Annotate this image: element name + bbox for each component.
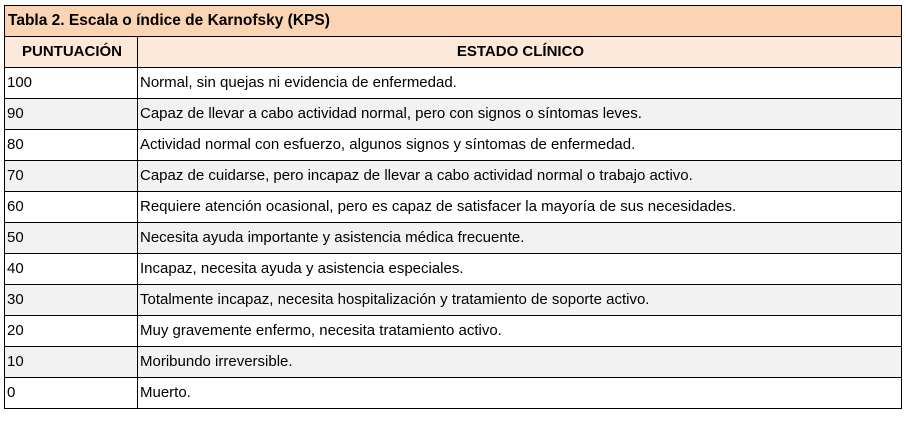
score-cell: 30 <box>5 285 138 316</box>
table-row <box>5 316 902 347</box>
score-cell: 0 <box>5 378 138 409</box>
score-cell: 20 <box>5 316 138 347</box>
score-cell: 70 <box>5 161 138 192</box>
table-header-row <box>5 37 902 68</box>
clinical-state-cell: Requiere atención ocasional, pero es capaz de satisfacer la mayoría de sus necesidades. <box>138 192 902 223</box>
clinical-state-cell: Incapaz, necesita ayuda y asistencia especiales. <box>138 254 902 285</box>
table-row <box>5 68 902 99</box>
clinical-state-cell: Capaz de cuidarse, pero incapaz de llevar a cabo actividad normal o trabajo activo. <box>138 161 902 192</box>
table-row <box>5 99 902 130</box>
score-cell: 100 <box>5 68 138 99</box>
clinical-state-cell: Muerto. <box>138 378 902 409</box>
clinical-state-cell: Capaz de llevar a cabo actividad normal, pero con signos o síntomas leves. <box>138 99 902 130</box>
score-cell: 50 <box>5 223 138 254</box>
table-row <box>5 192 902 223</box>
clinical-state-cell: Muy gravemente enfermo, necesita tratamiento activo. <box>138 316 902 347</box>
table-row <box>5 254 902 285</box>
table-row <box>5 285 902 316</box>
clinical-state-cell: Necesita ayuda importante y asistencia médica frecuente. <box>138 223 902 254</box>
table-row <box>5 378 902 409</box>
table-row <box>5 161 902 192</box>
score-cell: 80 <box>5 130 138 161</box>
score-cell: 40 <box>5 254 138 285</box>
table-row <box>5 130 902 161</box>
column-header-state: ESTADO CLÍNICO <box>138 37 902 68</box>
clinical-state-cell: Totalmente incapaz, necesita hospitalización y tratamiento de soporte activo. <box>138 285 902 316</box>
clinical-state-cell: Moribundo irreversible. <box>138 347 902 378</box>
clinical-state-cell: Normal, sin quejas ni evidencia de enfermedad. <box>138 68 902 99</box>
score-cell: 90 <box>5 99 138 130</box>
clinical-state-cell: Actividad normal con esfuerzo, algunos signos y síntomas de enfermedad. <box>138 130 902 161</box>
table-title: Tabla 2. Escala o índice de Karnofsky (KPS) <box>5 6 902 37</box>
score-cell: 60 <box>5 192 138 223</box>
column-header-score: PUNTUACIÓN <box>5 37 138 68</box>
karnofsky-table <box>4 5 902 409</box>
table-row <box>5 223 902 254</box>
score-cell: 10 <box>5 347 138 378</box>
table-row <box>5 347 902 378</box>
table-title-row <box>5 6 902 37</box>
